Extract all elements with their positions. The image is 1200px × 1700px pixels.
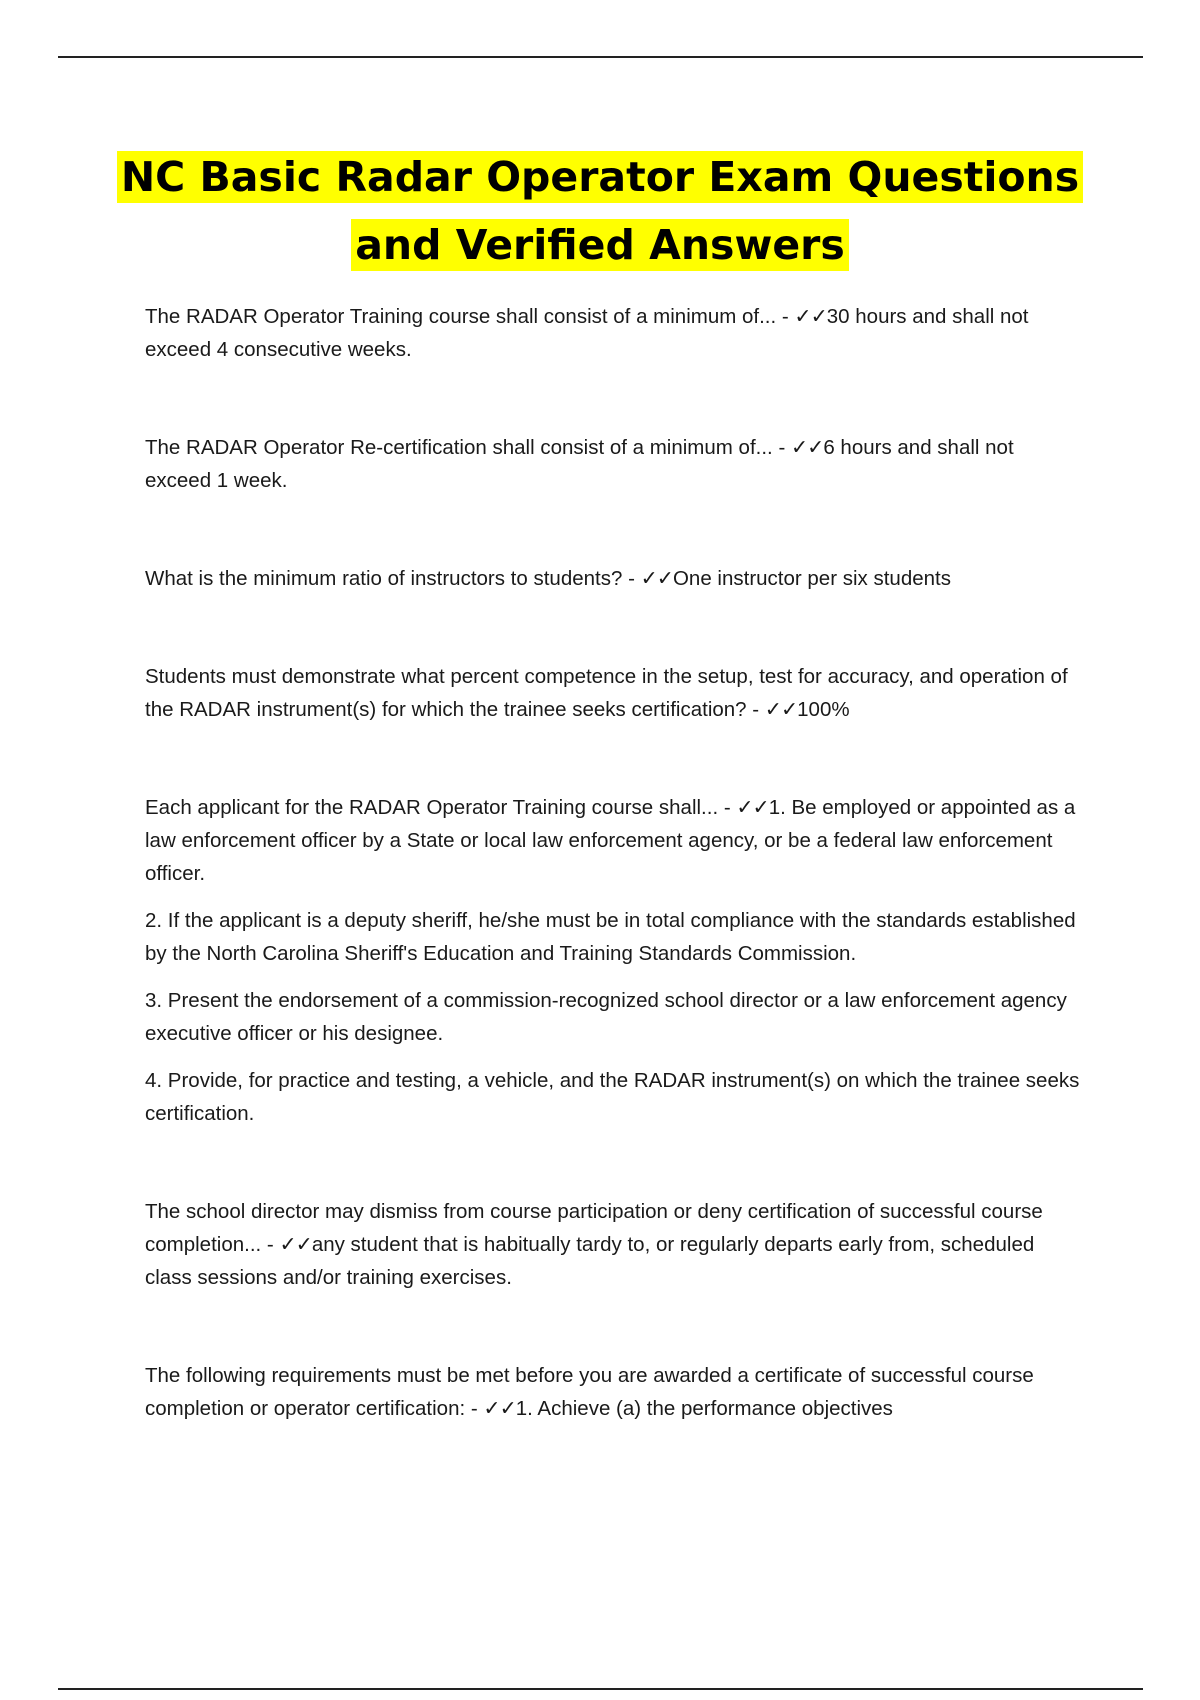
qa-list (145, 300, 1085, 1425)
qa-main-line (145, 791, 1085, 890)
top-divider (58, 56, 1143, 58)
answer-text: One instructor per six students (672, 567, 951, 590)
question-text: What is the minimum ratio of instructors to students? (145, 567, 623, 590)
title-line-2: and Verified Answers (351, 219, 849, 271)
answer-text: 100% (797, 698, 850, 721)
separator: - (465, 1397, 484, 1420)
separator: - (746, 698, 765, 721)
qa-item-6 (145, 1195, 1085, 1294)
separator: - (261, 1233, 280, 1256)
page-title (100, 143, 1100, 279)
qa-item-7 (145, 1359, 1085, 1425)
question-text: The RADAR Operator Training course shall consist of a minimum of... (145, 305, 777, 328)
separator: - (772, 436, 791, 459)
separator: - (622, 567, 641, 590)
double-check-icon: ✓✓ (640, 567, 673, 590)
answer-text: 6 hours and shall not exceed 1 week. (145, 436, 1014, 492)
separator: - (776, 305, 795, 328)
bottom-divider (58, 1688, 1143, 1690)
answer-point-2: 2. If the applicant is a deputy sheriff, he/she must be in total compliance with the standards established by the North Carolina Sheriff's Education and Training Standards Commission. (145, 909, 1076, 965)
answer-point-3: 3. Present the endorsement of a commission-recognized school director or a law enforcement agency executive officer or his designee. (145, 989, 1067, 1045)
question-text: Each applicant for the RADAR Operator Training course shall... (145, 796, 719, 819)
question-text: The following requirements must be met before you are awarded a certificate of successful course completion or operator certification: (145, 1364, 1034, 1420)
answer-text: 30 hours and shall not exceed 4 consecutive weeks. (145, 305, 1029, 361)
double-check-icon: ✓✓ (483, 1397, 516, 1420)
double-check-icon: ✓✓ (794, 305, 827, 328)
double-check-icon: ✓✓ (736, 796, 769, 819)
answer-point-4: 4. Provide, for practice and testing, a vehicle, and the RADAR instrument(s) on which the trainee seeks certification. (145, 1069, 1080, 1125)
question-text: Students must demonstrate what percent competence in the setup, test for accuracy, and operation of the RADAR instrument(s) for which the trainee seeks certification? (145, 665, 1068, 721)
separator: - (718, 796, 737, 819)
double-check-icon: ✓✓ (279, 1233, 312, 1256)
double-check-icon: ✓✓ (764, 698, 798, 721)
qa-item-2 (145, 431, 1085, 497)
title-line-1: NC Basic Radar Operator Exam Questions (117, 151, 1083, 203)
qa-item-4 (145, 660, 1085, 726)
question-text: The RADAR Operator Re-certification shall consist of a minimum of... (145, 436, 773, 459)
question-text: The school director may dismiss from course participation or deny certification of successful course completion... (145, 1200, 1043, 1256)
qa-item-1 (145, 300, 1085, 366)
answer-text: 1. Achieve (a) the performance objectives (515, 1397, 893, 1420)
answer-text: 1. Be employed or appointed as a law enforcement officer by a State or local law enforcement agency, or be a federal law enforcement officer. (145, 796, 1076, 885)
double-check-icon: ✓✓ (790, 436, 824, 459)
qa-item-5 (145, 791, 1085, 1130)
answer-text: any student that is habitually tardy to, or regularly departs early from, scheduled class sessions and/or training exercises. (145, 1233, 1035, 1289)
qa-item-3 (145, 562, 1085, 595)
